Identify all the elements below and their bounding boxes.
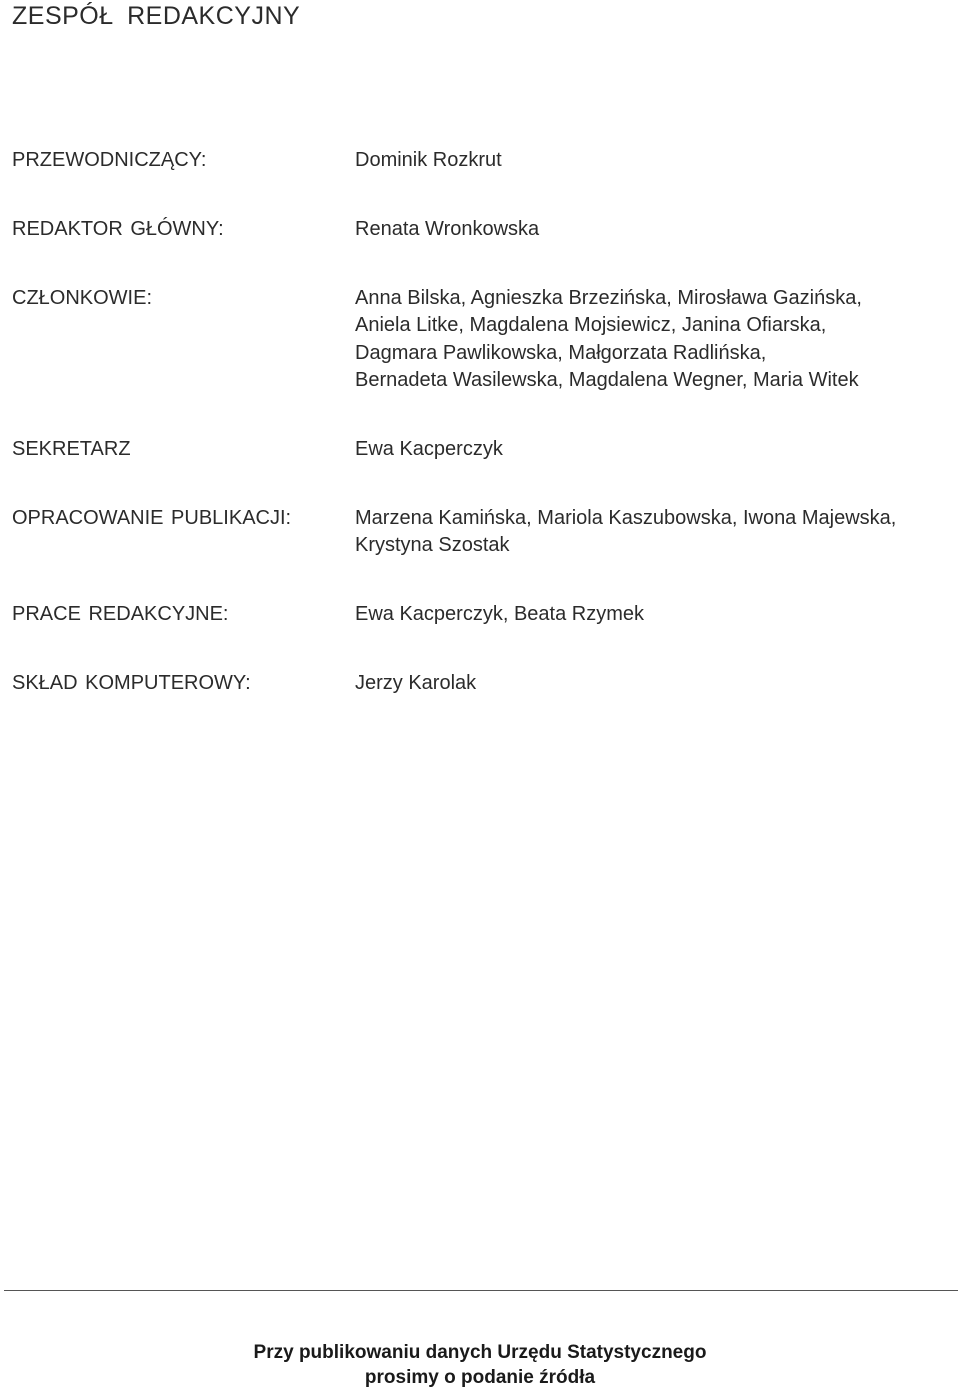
value-line: Marzena Kamińska, Mariola Kaszubowska, Iwona Majewska,	[355, 507, 897, 529]
row-label: OPRACOWANIE PUBLIKACJI:	[12, 507, 292, 529]
row-label: PRZEWODNICZĄCY:	[12, 149, 207, 171]
value-line: Ewa Kacperczyk, Beata Rzymek	[355, 603, 644, 625]
value-line: Aniela Litke, Magdalena Mojsiewicz, Janina Ofiarska,	[355, 314, 827, 337]
value-line: Bernadeta Wasilewska, Magdalena Wegner, Maria Witek	[355, 368, 859, 391]
row-label: CZŁONKOWIE:	[12, 287, 153, 309]
row-label: PRACE REDAKCYJNE:	[12, 603, 229, 625]
row-value	[355, 436, 955, 463]
footer-line: prosimy o podanie źródła	[364, 1366, 596, 1388]
value-line: Jerzy Karolak	[355, 672, 477, 694]
value-line: Dominik Rozkrut	[355, 149, 502, 171]
row-label: REDAKTOR GŁÓWNY:	[12, 218, 224, 240]
row-label: SEKRETARZ	[12, 438, 131, 460]
value-line: Krystyna Szostak	[355, 534, 510, 557]
footer-divider	[4, 1290, 958, 1291]
row-value	[355, 285, 955, 394]
value-line: Anna Bilska, Agnieszka Brzezińska, Mirosława Gazińska,	[355, 287, 862, 309]
source-attribution-note	[0, 1341, 960, 1390]
page-title: ZESPÓŁ REDAKCYJNY	[12, 2, 301, 30]
row-value	[355, 670, 955, 697]
value-line: Renata Wronkowska	[355, 218, 540, 240]
value-line: Dagmara Pawlikowska, Małgorzata Radlińska,	[355, 341, 767, 364]
row-value	[355, 505, 955, 560]
row-value	[355, 216, 955, 243]
footer-line: Przy publikowaniu danych Urzędu Statystycznego	[253, 1342, 707, 1363]
value-line: Ewa Kacperczyk	[355, 438, 503, 460]
row-label: SKŁAD KOMPUTEROWY:	[12, 672, 251, 694]
row-value	[355, 601, 955, 628]
row-value	[355, 147, 955, 174]
